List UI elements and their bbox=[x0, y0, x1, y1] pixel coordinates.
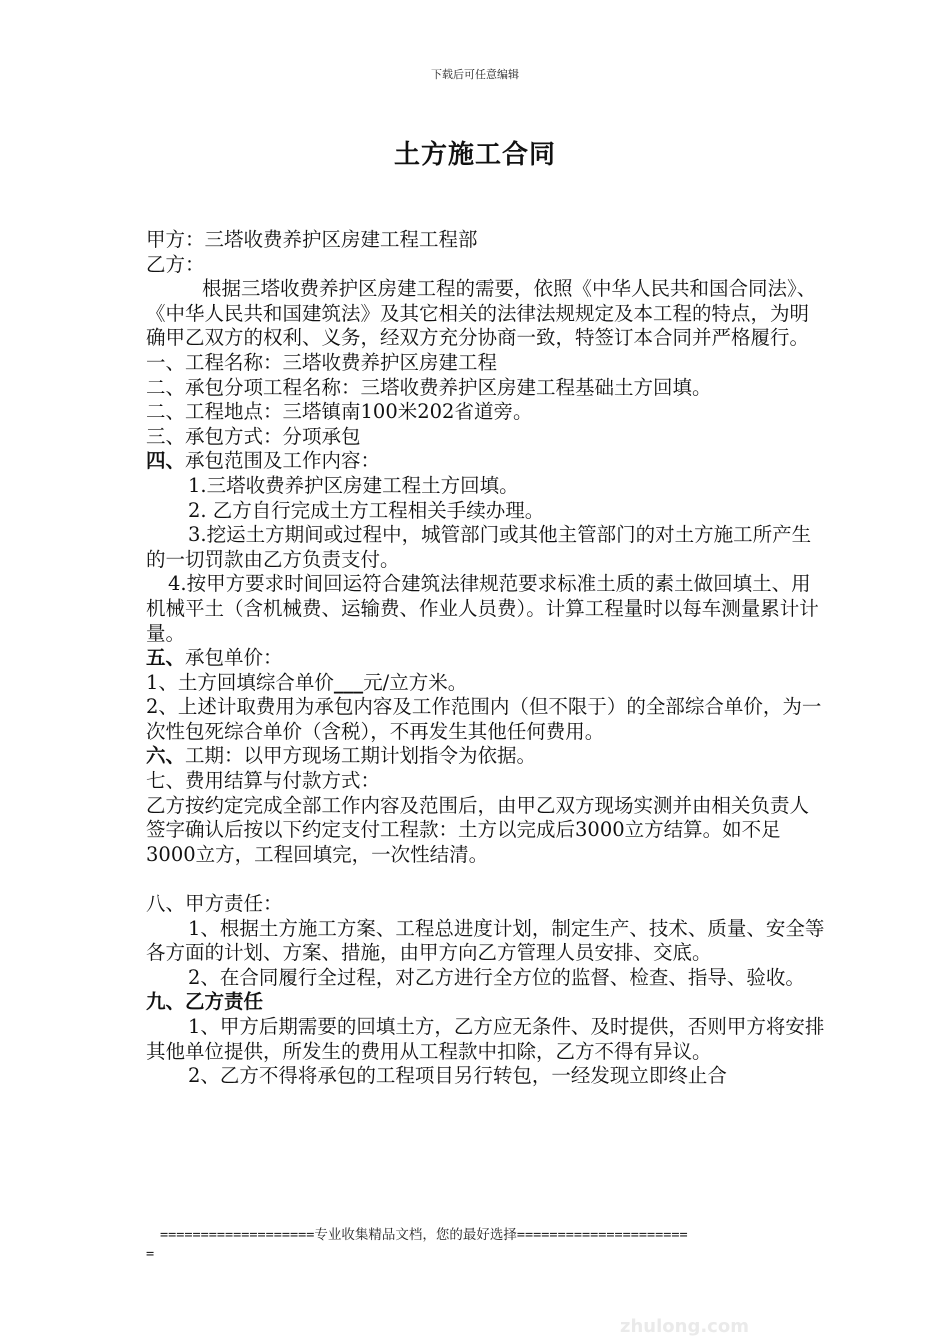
section-4: 三、承包方式：分项承包 bbox=[146, 424, 361, 448]
header-note: 下载后可任意编辑 bbox=[431, 68, 519, 81]
section-6-number: 五、 bbox=[146, 646, 186, 670]
section-7-number: 六、 bbox=[146, 744, 186, 768]
intro-paragraph: 根据三塔收费养护区房建工程的需要，依照《中华人民共和国合同法》、《中华人民共和国建筑法》及其它相关的法律法规规定及本工程的特点，为明确甲乙双方的权利、义务，经双方充分协商一致，特签订本合同并严格履行。 bbox=[146, 277, 817, 350]
document-title: 土方施工合同 bbox=[393, 140, 556, 170]
section-6-item-2: 2、上述计取费用为承包内容及工作范围内（但不限于）的全部综合单价，为一次性包死综合单价（含税），不再发生其他任何费用。 bbox=[146, 695, 822, 743]
section-8-body: 乙方按约定完成全部工作内容及范围后，由甲乙双方现场实测并由相关负责人签字确认后按以下约定支付工程款：土方以完成后3000立方结算。如不足3000立方，工程回填完，一次性结清。 bbox=[146, 793, 810, 866]
section-1: 一、工程名称：三塔收费养护区房建工程 bbox=[146, 350, 498, 374]
unit-price-unit: 元/立方米。 bbox=[363, 670, 468, 694]
watermark: zhulong.com bbox=[620, 1316, 749, 1337]
section-5-item-4: 4.按甲方要求时间回运符合建筑法律规范要求标准土质的素土做回填土、用机械平土（含机械费、运输费、作业人员费）。计算工程量时以每车测量累计计量。 bbox=[146, 572, 819, 645]
footer-line-1: ===================专业收集精品文档，您的最好选择===================== bbox=[160, 1227, 688, 1243]
section-6-text: 承包单价： bbox=[185, 646, 283, 670]
section-9-heading: 八、甲方责任： bbox=[146, 892, 283, 916]
contract-body bbox=[146, 228, 826, 1089]
section-3: 二、工程地点：三塔镇南100米202省道旁。 bbox=[146, 400, 533, 424]
section-10-heading: 九、乙方责任 bbox=[146, 990, 264, 1014]
section-9-item-2: 2、在合同履行全过程，对乙方进行全方位的监督、检查、指导、验收。 bbox=[188, 965, 805, 989]
section-10-item-1: 1、甲方后期需要的回填土方，乙方应无条件、及时提供，否则甲方将安排其他单位提供，所发生的费用从工程款中扣除，乙方不得有异议。 bbox=[146, 1015, 825, 1063]
section-8-heading: 七、费用结算与付款方式： bbox=[146, 769, 381, 793]
section-6-item-1 bbox=[146, 671, 826, 696]
party-b: 乙方： bbox=[146, 252, 205, 276]
party-a: 甲方：三塔收费养护区房建工程工程部 bbox=[146, 228, 478, 251]
unit-price-label: 1、土方回填综合单价 bbox=[146, 670, 334, 694]
section-10-item-2: 2、乙方不得将承包的工程项目另行转包，一经发现立即终止合 bbox=[188, 1064, 727, 1088]
footer-banner bbox=[146, 1226, 816, 1264]
footer-line-2: = bbox=[146, 1246, 155, 1262]
section-5-text: 承包范围及工作内容： bbox=[185, 449, 381, 473]
blank-line bbox=[146, 867, 826, 892]
section-5-heading bbox=[146, 449, 826, 474]
section-9-item-1: 1、根据土方施工方案、工程总进度计划，制定生产、技术、质量、安全等各方面的计划、方案、措施，由甲方向乙方管理人员安排、交底。 bbox=[146, 916, 825, 965]
section-5-item-2: 2. 乙方自行完成土方工程相关手续办理。 bbox=[188, 498, 545, 522]
section-7 bbox=[146, 744, 826, 769]
section-5-item-1: 1.三塔收费养护区房建工程土方回填。 bbox=[188, 473, 519, 497]
section-5-number: 四、 bbox=[146, 449, 186, 473]
section-5-item-3: 3.挖运土方期间或过程中，城管部门或其他主管部门的对土方施工所产生的一切罚款由乙方负责支付。 bbox=[146, 523, 812, 571]
section-6-heading bbox=[146, 646, 826, 671]
section-7-text: 工期：以甲方现场工期计划指令为依据。 bbox=[185, 744, 537, 768]
unit-price-blank: ___ bbox=[333, 670, 364, 694]
section-2: 二、承包分项工程名称：三塔收费养护区房建工程基础土方回填。 bbox=[146, 375, 712, 399]
